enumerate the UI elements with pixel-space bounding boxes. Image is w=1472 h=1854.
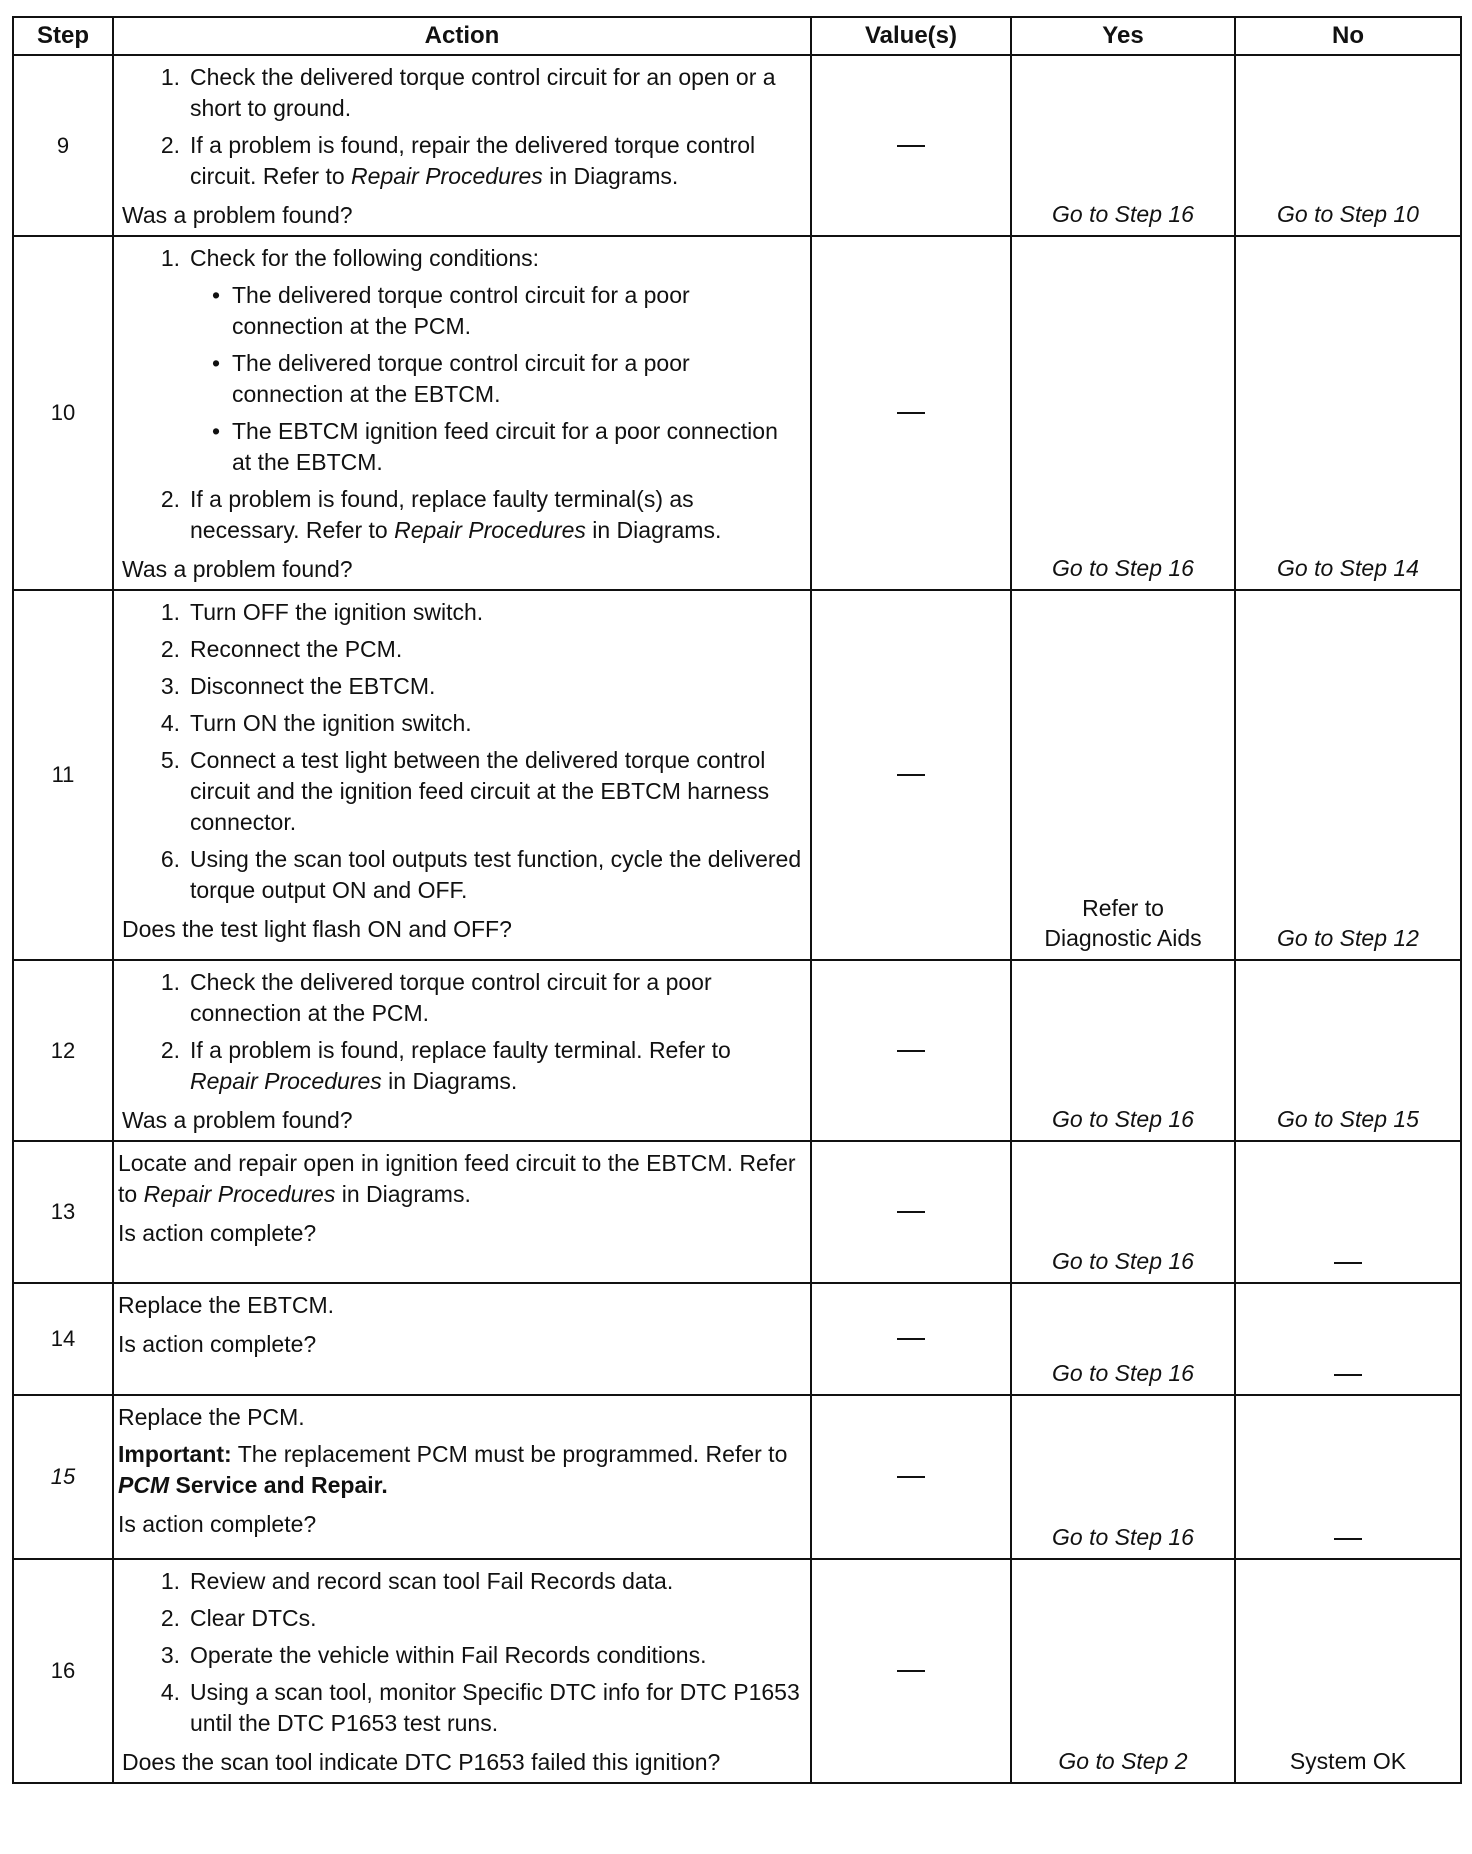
dash-icon — [897, 1050, 925, 1052]
header-values: Value(s) — [811, 17, 1011, 55]
question-text: Was a problem found? — [122, 556, 353, 582]
yes-result: Go to Step 16 — [1052, 201, 1194, 227]
yes-result: Go to Step 16 — [1052, 1360, 1194, 1386]
yes-result: Go to Step 16 — [1052, 1524, 1194, 1550]
step-number: 16 — [13, 1559, 113, 1783]
step-number: 9 — [13, 55, 113, 236]
list-item: 2. Reconnect the PCM. — [160, 636, 403, 662]
list-item: 1. Review and record scan tool Fail Records data. — [160, 1568, 674, 1594]
action-cell — [113, 55, 811, 236]
list-item: 2. If a problem is found, replace faulty terminal(s) as necessary. Refer to Repair Procedures in Diagrams. — [160, 486, 722, 543]
diagnostic-table — [12, 16, 1462, 1784]
step-number: 11 — [13, 590, 113, 960]
value-cell — [811, 1283, 1011, 1395]
no-result — [1236, 1246, 1460, 1276]
reference-link: Repair Procedures — [351, 163, 543, 189]
table-row-step-10 — [13, 236, 1461, 590]
no-result: Go to Step 10 — [1277, 201, 1419, 227]
dash-icon — [1334, 1538, 1362, 1540]
no-result — [1236, 1358, 1460, 1388]
dash-icon — [897, 1338, 925, 1340]
value-cell — [811, 236, 1011, 590]
yes-cell — [1011, 55, 1235, 236]
yes-cell — [1011, 1141, 1235, 1283]
table-row-step-16 — [13, 1559, 1461, 1783]
header-yes: Yes — [1011, 17, 1235, 55]
table-row-step-14 — [13, 1283, 1461, 1395]
no-result: System OK — [1289, 1748, 1407, 1774]
action-text: Locate and repair open in ignition feed circuit to the EBTCM. Refer to Repair Procedures in Diagrams. — [118, 1150, 796, 1207]
action-text: Replace the EBTCM. — [118, 1292, 335, 1318]
table-row-step-15 — [13, 1395, 1461, 1559]
important-note: Important: The replacement PCM must be programmed. Refer to PCM Service and Repair. — [118, 1441, 788, 1498]
list-item: 4. Using a scan tool, monitor Specific DTC info for DTC P1653 until the DTC P1653 test runs. — [160, 1679, 800, 1736]
list-item: 3. Operate the vehicle within Fail Records conditions. — [160, 1642, 707, 1668]
no-cell — [1235, 1141, 1461, 1283]
dash-icon — [897, 145, 925, 147]
table-row-step-9 — [13, 55, 1461, 236]
question-text: Is action complete? — [118, 1511, 317, 1537]
no-cell — [1235, 1395, 1461, 1559]
dash-icon — [1334, 1374, 1362, 1376]
list-item: 2. If a problem is found, replace faulty terminal. Refer to Repair Procedures in Diagrams. — [160, 1037, 731, 1094]
list-item: 2. Clear DTCs. — [160, 1605, 317, 1631]
header-row — [13, 17, 1461, 55]
no-cell — [1235, 960, 1461, 1141]
list-item: 6. Using the scan tool outputs test function, cycle the delivered torque output ON and OFF. — [160, 846, 802, 903]
header-action: Action — [113, 17, 811, 55]
no-cell — [1235, 236, 1461, 590]
reference-link: PCM — [118, 1472, 170, 1498]
action-cell — [113, 1395, 811, 1559]
yes-cell — [1011, 1395, 1235, 1559]
action-cell — [113, 960, 811, 1141]
yes-result: Go to Step 16 — [1052, 1106, 1194, 1132]
action-cell — [113, 236, 811, 590]
yes-result: Go to Step 2 — [1058, 1748, 1188, 1774]
step-number: 12 — [13, 960, 113, 1141]
table-row-step-11 — [13, 590, 1461, 960]
question-text: Was a problem found? — [122, 1107, 353, 1133]
yes-result — [1012, 893, 1234, 953]
list-item: 1. Check the delivered torque control circuit for an open or a short to ground. — [160, 64, 776, 121]
no-cell — [1235, 55, 1461, 236]
action-cell — [113, 1141, 811, 1283]
step-number: 15 — [13, 1395, 113, 1559]
list-item: 2. If a problem is found, repair the delivered torque control circuit. Refer to Repair Procedures in Diagrams. — [160, 132, 756, 189]
yes-result: Go to Step 16 — [1052, 1248, 1194, 1274]
yes-cell — [1011, 1283, 1235, 1395]
header-no: No — [1235, 17, 1461, 55]
reference-link: Repair Procedures — [394, 517, 586, 543]
bullet-item: • The delivered torque control circuit for a poor connection at the PCM. — [212, 282, 690, 339]
yes-cell — [1011, 590, 1235, 960]
header-step: Step — [13, 17, 113, 55]
list-item: 4. Turn ON the ignition switch. — [160, 710, 472, 736]
no-cell — [1235, 590, 1461, 960]
reference-link: Repair Procedures — [143, 1181, 336, 1207]
action-text: Replace the PCM. — [118, 1404, 305, 1430]
yes-cell — [1011, 960, 1235, 1141]
list-item: 3. Disconnect the EBTCM. — [160, 673, 436, 699]
step-number: 13 — [13, 1141, 113, 1283]
dash-icon — [897, 1476, 925, 1478]
dash-icon — [897, 774, 925, 776]
value-cell — [811, 1141, 1011, 1283]
value-cell — [811, 1559, 1011, 1783]
value-cell — [811, 1395, 1011, 1559]
question-text: Does the scan tool indicate DTC P1653 failed this ignition? — [122, 1749, 721, 1775]
list-item: 1. Check for the following conditions: — [160, 245, 540, 271]
list-item: 1. Check the delivered torque control circuit for a poor connection at the PCM. — [160, 969, 712, 1026]
value-cell — [811, 960, 1011, 1141]
bullet-item: • The EBTCM ignition feed circuit for a poor connection at the EBTCM. — [212, 418, 778, 475]
yes-result-line-2: Diagnostic Aids — [1044, 925, 1202, 951]
action-cell — [113, 590, 811, 960]
step-number: 10 — [13, 236, 113, 590]
question-text: Does the test light flash ON and OFF? — [122, 916, 512, 942]
dash-icon — [897, 412, 925, 414]
value-cell — [811, 55, 1011, 236]
question-text: Is action complete? — [118, 1331, 317, 1357]
dash-icon — [897, 1211, 925, 1213]
yes-result-line-1: Refer to — [1082, 895, 1164, 921]
action-cell — [113, 1283, 811, 1395]
value-cell — [811, 590, 1011, 960]
no-result: Go to Step 14 — [1277, 555, 1419, 581]
no-cell — [1235, 1559, 1461, 1783]
action-cell — [113, 1559, 811, 1783]
list-item: 5. Connect a test light between the delivered torque control circuit and the ignition feed circuit at the EBTCM harness connector. — [160, 747, 770, 835]
step-number: 14 — [13, 1283, 113, 1395]
no-result: Go to Step 15 — [1277, 1106, 1419, 1132]
bullet-item: • The delivered torque control circuit for a poor connection at the EBTCM. — [212, 350, 690, 407]
no-result: Go to Step 12 — [1277, 925, 1419, 951]
list-item: 1. Turn OFF the ignition switch. — [160, 599, 484, 625]
yes-result: Go to Step 16 — [1052, 555, 1194, 581]
question-text: Is action complete? — [118, 1220, 317, 1246]
question-text: Was a problem found? — [122, 202, 353, 228]
no-result — [1236, 1522, 1460, 1552]
table-row-step-13 — [13, 1141, 1461, 1283]
diagnostic-procedure-page — [12, 16, 1460, 1828]
no-cell — [1235, 1283, 1461, 1395]
yes-cell — [1011, 1559, 1235, 1783]
yes-cell — [1011, 236, 1235, 590]
table-row-step-12 — [13, 960, 1461, 1141]
reference-link: Repair Procedures — [190, 1068, 382, 1094]
dash-icon — [1334, 1262, 1362, 1264]
dash-icon — [897, 1670, 925, 1672]
